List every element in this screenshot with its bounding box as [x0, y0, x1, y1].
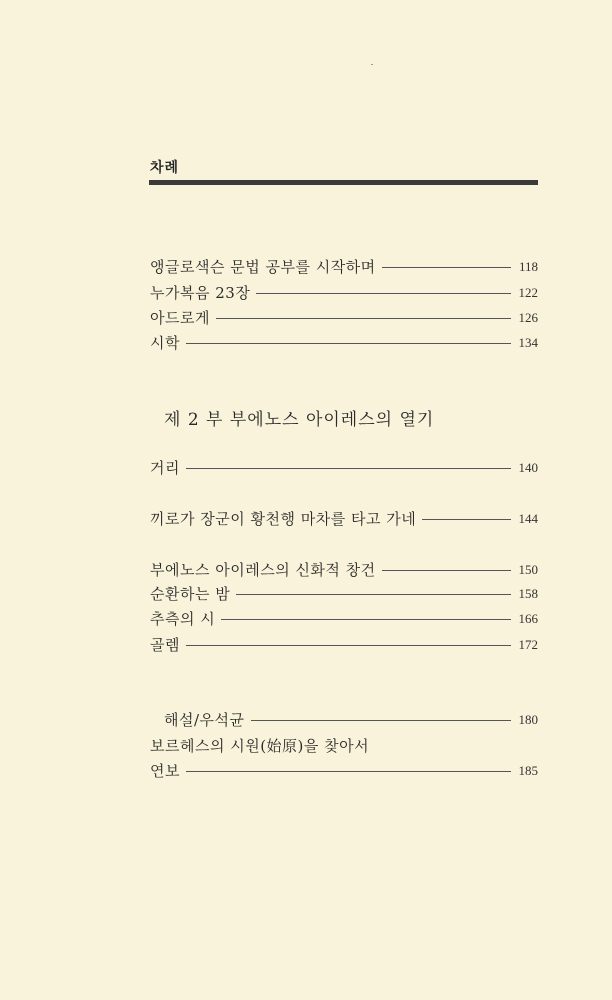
entry-title: 해설/우석균 — [164, 711, 245, 729]
leader-line — [186, 645, 511, 646]
leader-line — [186, 343, 511, 344]
entry-title: 추측의 시 — [150, 610, 216, 628]
leader-line — [221, 619, 510, 620]
entry-title: 아드로게 — [150, 309, 210, 327]
toc-entry[interactable] — [164, 710, 538, 730]
toc-heading: 차례 — [150, 160, 180, 176]
entry-title: 앵글로색슨 문법 공부를 시작하며 — [150, 258, 376, 276]
leader-line — [236, 594, 510, 595]
entry-page: 150 — [518, 562, 538, 577]
entry-page: 172 — [518, 637, 538, 652]
leader-line — [382, 267, 511, 268]
entry-page: 180 — [518, 712, 538, 727]
entry-page: 166 — [518, 611, 538, 626]
entry-title: 시학 — [150, 334, 180, 352]
entry-page: 140 — [518, 460, 538, 475]
toc-entry[interactable] — [150, 333, 538, 353]
toc-entry[interactable] — [150, 458, 538, 478]
leader-line — [186, 771, 511, 772]
entry-page: 144 — [518, 511, 538, 526]
entry-title: 끼로가 장군이 황천행 마차를 타고 가네 — [150, 510, 417, 528]
entry-title: 부에노스 아이레스의 신화적 창건 — [150, 561, 376, 579]
entry-page: 126 — [518, 310, 538, 325]
leader-line — [256, 293, 510, 294]
toc-entry[interactable] — [150, 560, 538, 580]
entry-title: 거리 — [150, 459, 180, 477]
toc-entry[interactable] — [150, 584, 538, 604]
toc-entry[interactable] — [150, 761, 538, 781]
toc-entry[interactable] — [150, 283, 538, 303]
entry-page: 122 — [518, 285, 538, 300]
entry-title: 연보 — [150, 762, 180, 780]
entry-page: 185 — [518, 763, 538, 778]
leader-line — [382, 570, 511, 571]
leader-line — [216, 318, 511, 319]
ink-speck — [371, 64, 373, 65]
toc-entry[interactable] — [150, 509, 538, 529]
leader-line — [186, 468, 511, 469]
heading-rule — [149, 180, 538, 185]
leader-line — [251, 720, 511, 721]
entry-title: 보르헤스의 시원(始原)을 찾아서 — [150, 737, 370, 755]
part-title: 제 2 부 부에노스 아이레스의 열기 — [164, 410, 435, 430]
toc-entry[interactable] — [150, 257, 538, 277]
entry-title: 순환하는 밤 — [150, 585, 231, 603]
toc-entry-subtitle — [150, 736, 538, 756]
entry-title: 골렘 — [150, 636, 180, 654]
entry-page: 118 — [518, 259, 538, 274]
toc-entry[interactable] — [150, 609, 538, 629]
toc-entry[interactable] — [150, 308, 538, 328]
toc-entry[interactable] — [150, 635, 538, 655]
entry-title: 누가복음 23장 — [150, 284, 251, 302]
entry-page: 158 — [518, 586, 538, 601]
leader-line — [422, 519, 510, 520]
entry-page: 134 — [518, 335, 538, 350]
